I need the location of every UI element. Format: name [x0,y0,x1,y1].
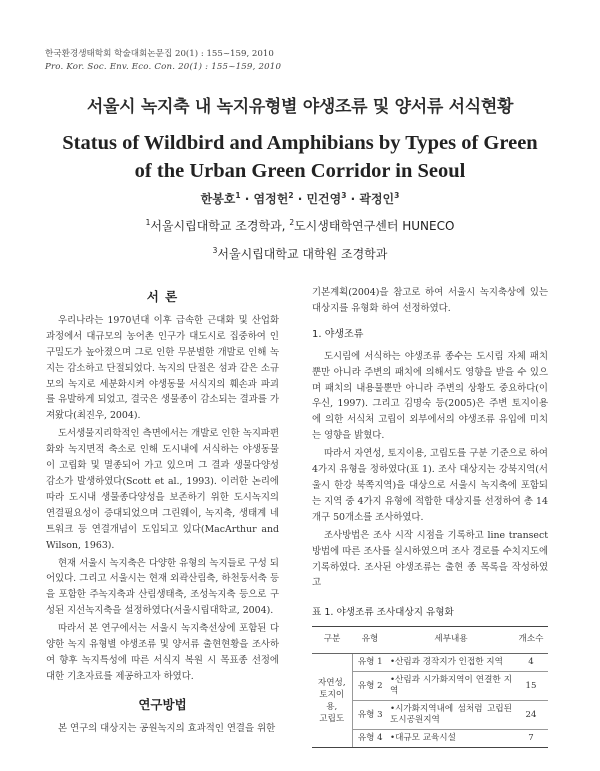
affiliation-mark: 1 [145,218,151,227]
body-paragraph: 현재 서울시 녹지축은 다양한 유형의 녹지들로 구성 되어있다. 그리고 서울시는 현재 외곽산림축, 하천둥서축 등을 포함한 주녹지축과 산림생태축, 조성녹지축 등으로 구성된 지선녹지축을 설정하였다(서울시립대학교, 2004). [46,557,279,617]
body-paragraph: 본 연구의 대상지는 공원녹지의 효과적인 연결을 위한 [58,722,276,734]
author-affiliation-mark: 3 [394,191,400,200]
title-english-line-2: of the Urban Green Corridor in Seoul [134,160,466,182]
title-english [0,129,600,185]
subsection-heading: 1. 야생조류 [312,328,364,340]
body-paragraph: 도서생물지리학적인 측면에서는 개발로 인한 녹지파편화와 녹지면적 축소로 인해 도시내에 서식하는 야생동물이 고립화 및 멸종되어 가고 있으며 그 결과 생물다양성 감소가 발생하였다(Scott et al., 1993). 이러한 논리에 따라 도시내 생물종다양성을 보존하기 위한 도시녹지의 연결필요성이 증대되었으며 그린웨이, 녹지축, 생태계 네트워크 등 연결개념이 도입되고 있다(MacArthur and Wilson, 1963). [46,428,279,551]
classification-cell [312,654,352,748]
count-cell: 15 [514,672,548,701]
affiliation-text: 서울시립대학교 조경학과, [150,219,290,233]
author-name: 한봉호 [200,192,236,206]
right-column [312,285,548,748]
author-separator: · [293,192,307,206]
body-paragraph: 우리나라는 1970년대 이후 급속한 근대화 및 산업화 과정에서 대규모의 농어촌 인구가 대도시로 집중하여 인구밀도가 높아졌으며 그로 인한 무분별한 개발로 인해 녹지는 감소하고 단절되었다. 녹지의 단절은 섬과 같은 소규모의 녹지로 세분화시켜 야생동물 서식지의 훼손과 파괴를 유발하게 되었고, 결국은 생물종이 감소되는 결과를 가져왔다(최진우, 2004). [46,314,279,422]
body-paragraph: 따라서 자연성, 토지이용, 고립도를 구분 기준으로 하여 4가지 유형을 정하였다(표 1). 조사 대상지는 강북지역(서울시 한강 북쪽지역)을 대상으로 서울시 녹지축에 포함되는 지역 중 4가지 유형에 적합한 대상지를 선정하여 총 14개구 50개소를 조사하였다. [312,448,548,523]
affiliation-line-1 [0,217,600,234]
title-english-line-1: Status of Wildbird and Amphibians by Types of Green [62,132,538,154]
author-name: 민건영 [306,192,342,206]
body-paragraph: 도시림에 서식하는 야생조류 종수는 도시림 자체 패치 뿐만 아니라 주변의 패치에 의해서도 영향을 받을 수 있으며 패치의 내용물뿐만 아니라 주변의 상황도 중요하다(이우신, 1997). 그리고 김명숙 등(2005)은 주변 토지이용에 의한 서식처 고립이 외부에서의 야생조류 유입에 미치는 영향을 밝혔다. [312,350,548,442]
title-korean: 서울시 녹지축 내 녹지유형별 야생조류 및 양서류 서식현황 [86,97,514,117]
author-affiliation-mark: 2 [288,191,294,200]
affiliation-mark: 2 [289,218,295,227]
body-paragraph: 조사방법은 조사 시작 시점을 기록하고 line transect 방법에 따른 조사를 실시하였으며 조사 경로를 수치지도에 기록하였다. 조사된 야생조류는 출현 종 목록을 작성하였고 [312,529,548,589]
type-cell: 유형 3 [352,701,388,730]
author-name: 염정헌 [253,192,289,206]
author-name: 곽정인 [359,192,395,206]
affiliation-text: 서울시립대학교 대학원 조경학과 [217,247,388,261]
journal-line-korean: 한국환경생태학회 학술대회논문집 20(1) : 155~159, 2010 [45,49,274,59]
affiliation-mark: 3 [212,246,218,255]
author-affiliation-mark: 1 [235,191,241,200]
table-header-row [312,627,548,654]
body-paragraph: 따라서 본 연구에서는 서울시 녹지축선상에 포함된 다양한 녹지 유형별 야생조류 및 양서류 출현현황을 조사하여 향후 녹지특성에 따른 서식지 복원 시 목표종 선정에 대한 기초자료를 제공하고자 하였다. [46,623,279,682]
table-header-cell: 유형 [352,627,388,654]
author-separator: · [240,192,254,206]
left-column [46,285,279,739]
author-list [0,190,600,207]
table-row [312,654,548,672]
author-affiliation-mark: 3 [341,191,347,200]
methods-heading: 연구방법 [138,696,187,712]
table-header-cell: 개소수 [514,627,548,654]
count-cell: 24 [514,701,548,730]
detail-cell: •산림과 경작지가 인접한 지역 [388,654,514,672]
detail-cell: •산림과 시가화지역이 연결한 지역 [388,672,514,701]
journal-line-english: Pro. Kor. Soc. Env. Eco. Con. 20(1) : 155~159, 2010 [45,62,282,72]
count-cell: 7 [514,730,548,748]
affiliation-text: 도시생태학연구센터 HUNECO [294,219,455,233]
count-cell: 4 [514,654,548,672]
survey-site-table [312,626,548,748]
introduction-heading: 서 론 [146,289,179,304]
type-cell: 유형 1 [352,654,388,672]
affiliation-line-2 [0,245,600,262]
journal-citation [45,48,281,74]
table-title: 표 1. 야생조류 조사대상지 유형화 [312,607,454,619]
classification-label: 자연성, 토지이용, 고립도 [317,677,346,724]
detail-cell: •시가화지역내에 섬처럼 고립된 도시공원지역 [388,701,514,730]
body-paragraph: 기본계획(2004)을 참고로 하여 서울시 녹지축상에 있는 대상지를 유형화 하여 선정하였다. [312,287,548,314]
author-separator: · [346,192,360,206]
detail-cell: •대규모 교육시설 [388,730,514,748]
type-cell: 유형 4 [352,730,388,748]
table-header-cell: 세부내용 [388,627,514,654]
table-header-cell: 구분 [312,627,352,654]
type-cell: 유형 2 [352,672,388,701]
